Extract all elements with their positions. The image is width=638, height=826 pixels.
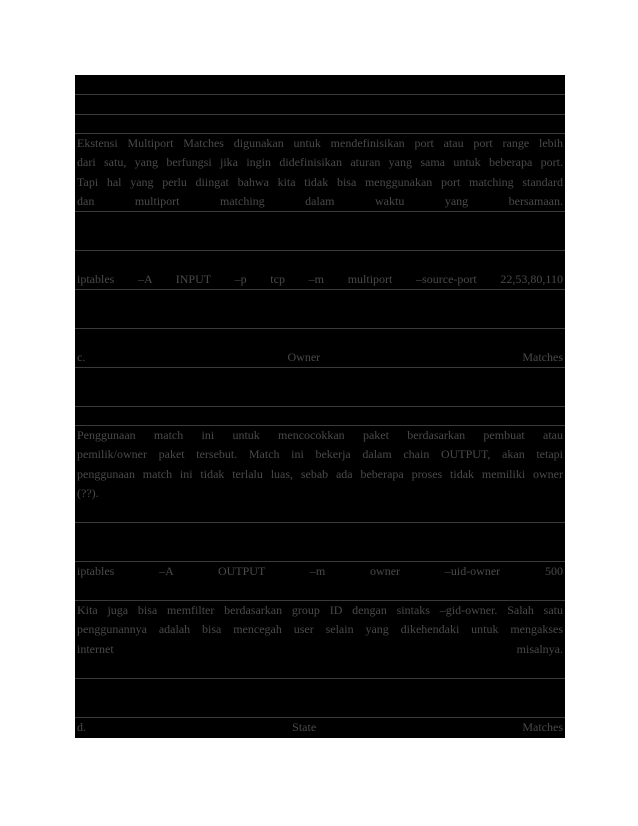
line-rule [75,406,565,407]
line-rule [75,678,565,679]
paragraph-line: penggunaan match ini tidak terlalu luas, sebab ada beberapa proses tidak memiliki owner [77,467,563,481]
section-heading: d. State Matches [77,720,563,734]
line-rule [75,328,565,329]
paragraph-line: penggunannya adalah bisa mencegah user selain yang dikehendaki untuk mengakses [77,622,563,636]
command-line: iptables –A INPUT –p tcp –m multiport –source-port 22,53,80,110 [77,272,563,286]
document-page [75,75,565,738]
paragraph-line: Penggunaan match ini untuk mencocokkan paket berdasarkan pembuat atau [77,428,563,442]
paragraph-line: Tapi hal yang perlu diingat bahwa kita tidak bisa menggunakan port matching standard [77,175,563,189]
line-rule [75,94,565,95]
line-rule [75,114,565,115]
paragraph-line: internet misalnya. [77,642,563,656]
paragraph-line: dari satu, yang berfungsi jika ingin didefinisikan aturan yang sama untuk beberapa port. [77,155,563,169]
line-rule [75,250,565,251]
paragraph-line: (??). [77,486,99,500]
command-line: iptables –A OUTPUT –m owner –uid-owner 500 [77,564,563,578]
paragraph-line: Ekstensi Multiport Matches digunakan untuk mendefinisikan port atau port range lebih [77,136,563,150]
line-rule [75,522,565,523]
paragraph-line: dan multiport matching dalam waktu yang bersamaan. [77,194,563,208]
paragraph-line: pemilik/owner paket tersebut. Match ini bekerja dalam chain OUTPUT, akan tetapi [77,447,563,461]
paragraph-line: Kita juga bisa memfilter berdasarkan group ID dengan sintaks –gid-owner. Salah satu [77,603,563,617]
section-heading: c. Owner Matches [77,350,563,364]
